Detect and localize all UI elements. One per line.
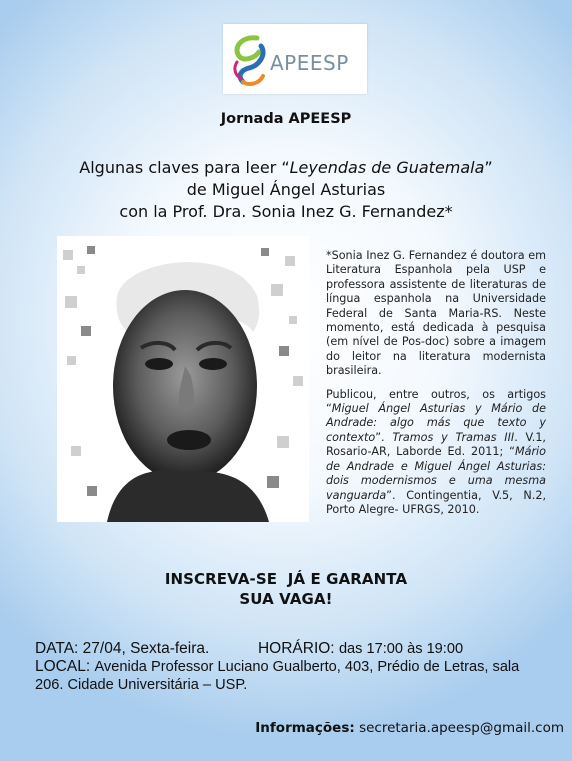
date-value: 27/04, Sexta-feira. xyxy=(82,640,210,657)
bio-paragraph-2: Publicou, entre outros, os artigos “Miguel Ángel Asturias y Mário de Andrade: algo más que texto y contexto”. Tramos y Tramas III. V.1, Rosario-AR, Laborde Ed. 2011; “Mário de Andrade e Miguel Ángel Asturias: dois modernismos e uma mesma vanguarda”. Contingentia, V.5, N.2, Porto Alegre- UFRGS, 2010. xyxy=(326,387,546,516)
contact-info xyxy=(255,720,564,736)
apeesp-logo xyxy=(223,24,367,94)
speaker-bio xyxy=(326,249,546,526)
title-line-2: de Miguel Ángel Asturias xyxy=(186,180,386,199)
time-label: HORÁRIO: xyxy=(257,640,335,657)
cta-line-1: INSCREVA-SE JÁ E GARANTA xyxy=(164,570,408,588)
event-series-title: Jornada APEESP xyxy=(220,111,352,127)
time-value: das 17:00 às 19:00 xyxy=(338,641,464,657)
location-value-2: 206. Cidade Universitária – USP. xyxy=(35,677,248,693)
bio-paragraph-1: *Sonia Inez G. Fernandez é doutora em Literatura Espanhola pela USP e professora assistente de literaturas de língua espanhola na Universidade Federal de Santa Maria-RS. Neste momento, está dedicada à pesquisa (em nível de Pos-doc) sobre a imagem do leitor na literatura modernista brasileira. xyxy=(326,249,546,378)
logo-text: APEESP xyxy=(270,51,349,75)
event-details xyxy=(35,640,555,694)
location-line xyxy=(35,658,555,676)
apeesp-swirl-icon xyxy=(231,32,271,88)
cta-line-2: SUA VAGA! xyxy=(239,590,333,608)
location-value-1: Avenida Professor Luciano Gualberto, 403, Prédio de Letras, sala xyxy=(94,659,520,675)
contact-label: Informações: xyxy=(255,720,355,736)
author-portrait xyxy=(57,236,309,522)
title-line-1: Algunas claves para leer “Leyendas de Guatemala” xyxy=(79,158,493,177)
date-label: DATA: xyxy=(35,640,79,657)
date-time-line xyxy=(35,640,555,658)
event-title xyxy=(0,157,572,223)
location-label: LOCAL: xyxy=(35,658,91,675)
title-line-3: con la Prof. Dra. Sonia Inez G. Fernandez* xyxy=(119,202,453,221)
registration-call-to-action xyxy=(0,569,572,609)
contact-email[interactable]: secretaria.apeesp@gmail.com xyxy=(359,720,564,736)
